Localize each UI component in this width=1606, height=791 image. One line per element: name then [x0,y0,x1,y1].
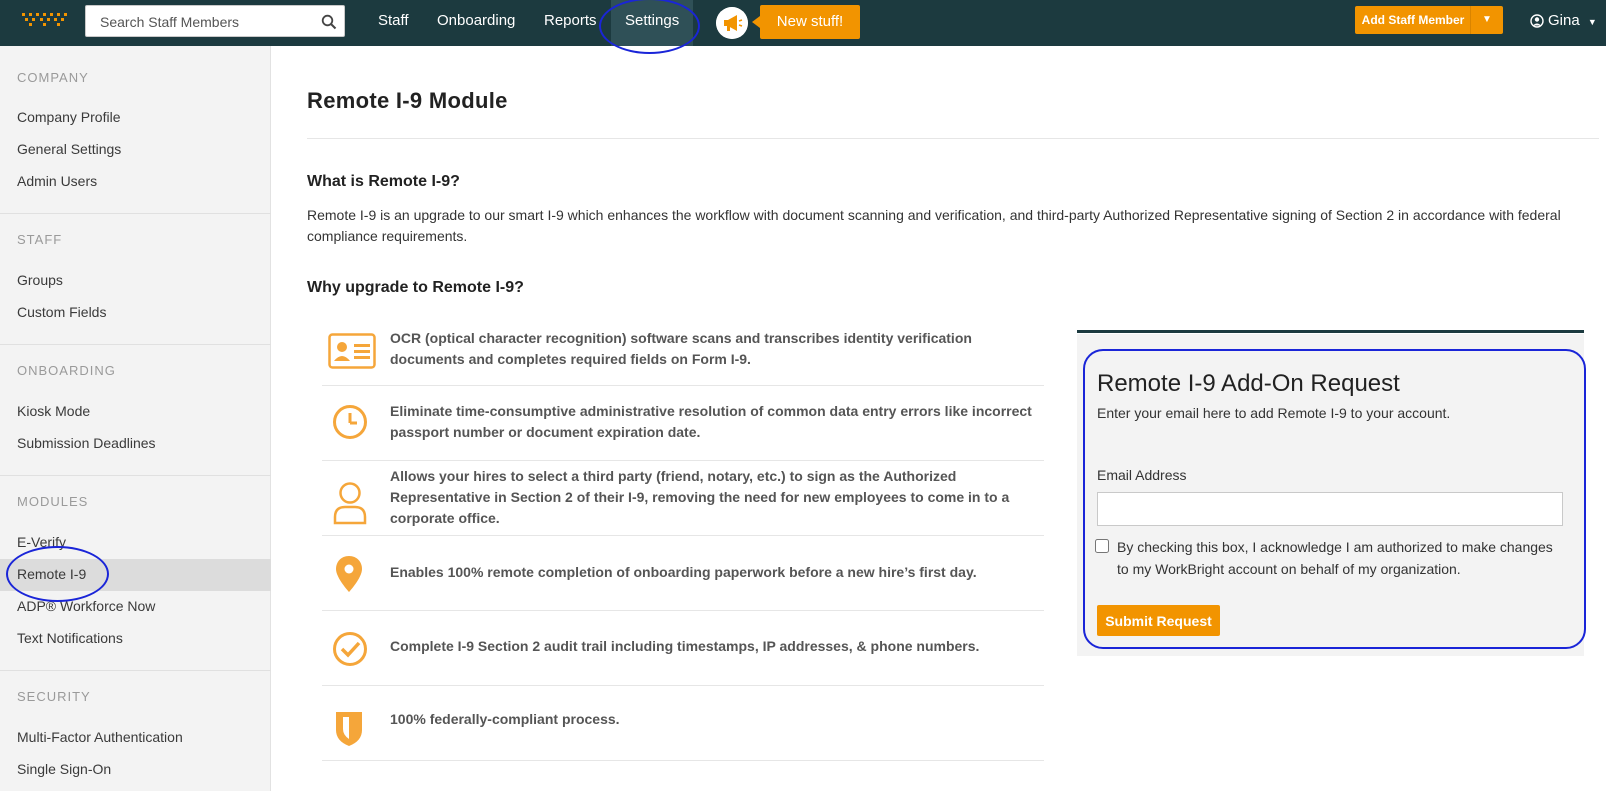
sidebar-item-adp-workforce-now[interactable]: ADP® Workforce Now [17,598,156,614]
user-menu[interactable] [1530,0,1597,42]
what-heading: What is Remote I-9? [307,173,460,190]
submit-request-button[interactable]: Submit Request [1097,605,1220,636]
nav-onboarding[interactable]: Onboarding [437,12,516,29]
megaphone-icon[interactable] [716,7,748,39]
benefit-text: Eliminate time-consumptive administrative resolution of common data entry errors like incorrect passport number or document expiration date. [390,403,1032,440]
email-label: Email Address [1097,467,1187,483]
sidebar-divider [0,344,271,345]
nav-settings[interactable]: Settings [611,0,693,46]
benefit-text: Complete I-9 Section 2 audit trail including timestamps, IP addresses, & phone numbers. [390,638,980,654]
person-icon [332,481,368,525]
sidebar-heading-security: SECURITY [17,689,91,704]
benefit-item [322,386,1044,461]
sidebar-divider [0,670,271,671]
search-box[interactable] [85,5,345,37]
benefit-text: OCR (optical character recognition) software scans and transcribes identity verification documents and completes required fields on Form I-9. [390,330,972,367]
sidebar-heading-company: COMPANY [17,70,89,85]
workbright-logo[interactable] [20,10,70,30]
sidebar-item-remote-i9[interactable]: Remote I-9 [17,566,87,582]
chevron-down-icon[interactable]: ▼ [1587,17,1597,27]
sidebar-heading-onboarding: ONBOARDING [17,363,116,378]
sidebar-item-submission-deadlines[interactable]: Submission Deadlines [17,435,156,451]
user-name[interactable]: Gina [1548,12,1580,29]
new-stuff-badge[interactable]: New stuff! [760,5,860,39]
check-circle-icon [332,631,368,667]
sidebar-heading-staff: STAFF [17,232,63,247]
sidebar-item-kiosk-mode[interactable]: Kiosk Mode [17,403,91,419]
email-field[interactable] [1097,492,1563,526]
sidebar-heading-modules: MODULES [17,494,89,509]
chevron-down-icon[interactable]: ▼ [1470,6,1503,34]
benefit-text: Enables 100% remote completion of onboarding paperwork before a new hire’s first day. [390,564,977,580]
request-subtitle: Enter your email here to add Remote I-9 to your account. [1097,405,1451,421]
benefit-item [322,461,1044,536]
shield-icon [334,710,364,748]
sidebar-item-groups[interactable]: Groups [17,272,63,288]
map-pin-icon [334,554,364,594]
what-description: Remote I-9 is an upgrade to our smart I-9 which enhances the workflow with document scanning and verification, and third-party Authorized Representative signing of Section 2 in accordance with federal compliance requirements. [307,207,1561,244]
request-panel-top-border [1077,330,1584,333]
sidebar-item-single-sign-on[interactable]: Single Sign-On [17,761,112,777]
sidebar-divider [0,475,271,476]
benefit-item [322,536,1044,611]
why-heading: Why upgrade to Remote I-9? [307,279,524,296]
benefit-text: 100% federally-compliant process. [390,711,620,727]
top-navbar [0,0,1606,46]
clock-icon [332,404,368,440]
authorization-checkbox[interactable] [1095,539,1109,553]
add-staff-member-button[interactable] [1355,6,1503,34]
benefit-item [322,311,1044,386]
sidebar-item-custom-fields[interactable]: Custom Fields [17,304,107,320]
sidebar-divider [0,213,271,214]
sidebar-item-admin-users[interactable]: Admin Users [17,173,98,189]
page-title: Remote I-9 Module [307,88,508,113]
sidebar-item-e-verify[interactable]: E-Verify [17,534,67,550]
settings-sidebar [0,46,271,791]
nav-staff[interactable]: Staff [378,12,409,29]
authorization-checkbox-label[interactable]: By checking this box, I acknowledge I am authorized to make changes to my WorkBright account on behalf of my organization. [1117,539,1553,577]
user-circle-icon [1530,14,1544,28]
sidebar-item-general-settings[interactable]: General Settings [17,141,122,157]
id-card-icon [328,333,376,369]
benefit-text: Allows your hires to select a third party (friend, notary, etc.) to sign as the Authorized Representative in Section 2 of their I-9, removing the need for new employees to come in to a corporate office. [390,468,1010,526]
title-divider [307,138,1599,139]
request-title: Remote I-9 Add-On Request [1097,370,1400,397]
sidebar-item-multi-factor-authentication[interactable]: Multi-Factor Authentication [17,729,183,745]
nav-reports[interactable]: Reports [544,12,597,29]
benefit-item [322,611,1044,686]
add-staff-member-label[interactable]: Add Staff Member [1361,13,1465,27]
sidebar-item-text-notifications[interactable]: Text Notifications [17,630,123,646]
benefit-item [322,686,1044,761]
search-icon[interactable] [321,14,337,30]
search-input[interactable] [98,6,312,38]
sidebar-item-company-profile[interactable]: Company Profile [17,109,121,125]
